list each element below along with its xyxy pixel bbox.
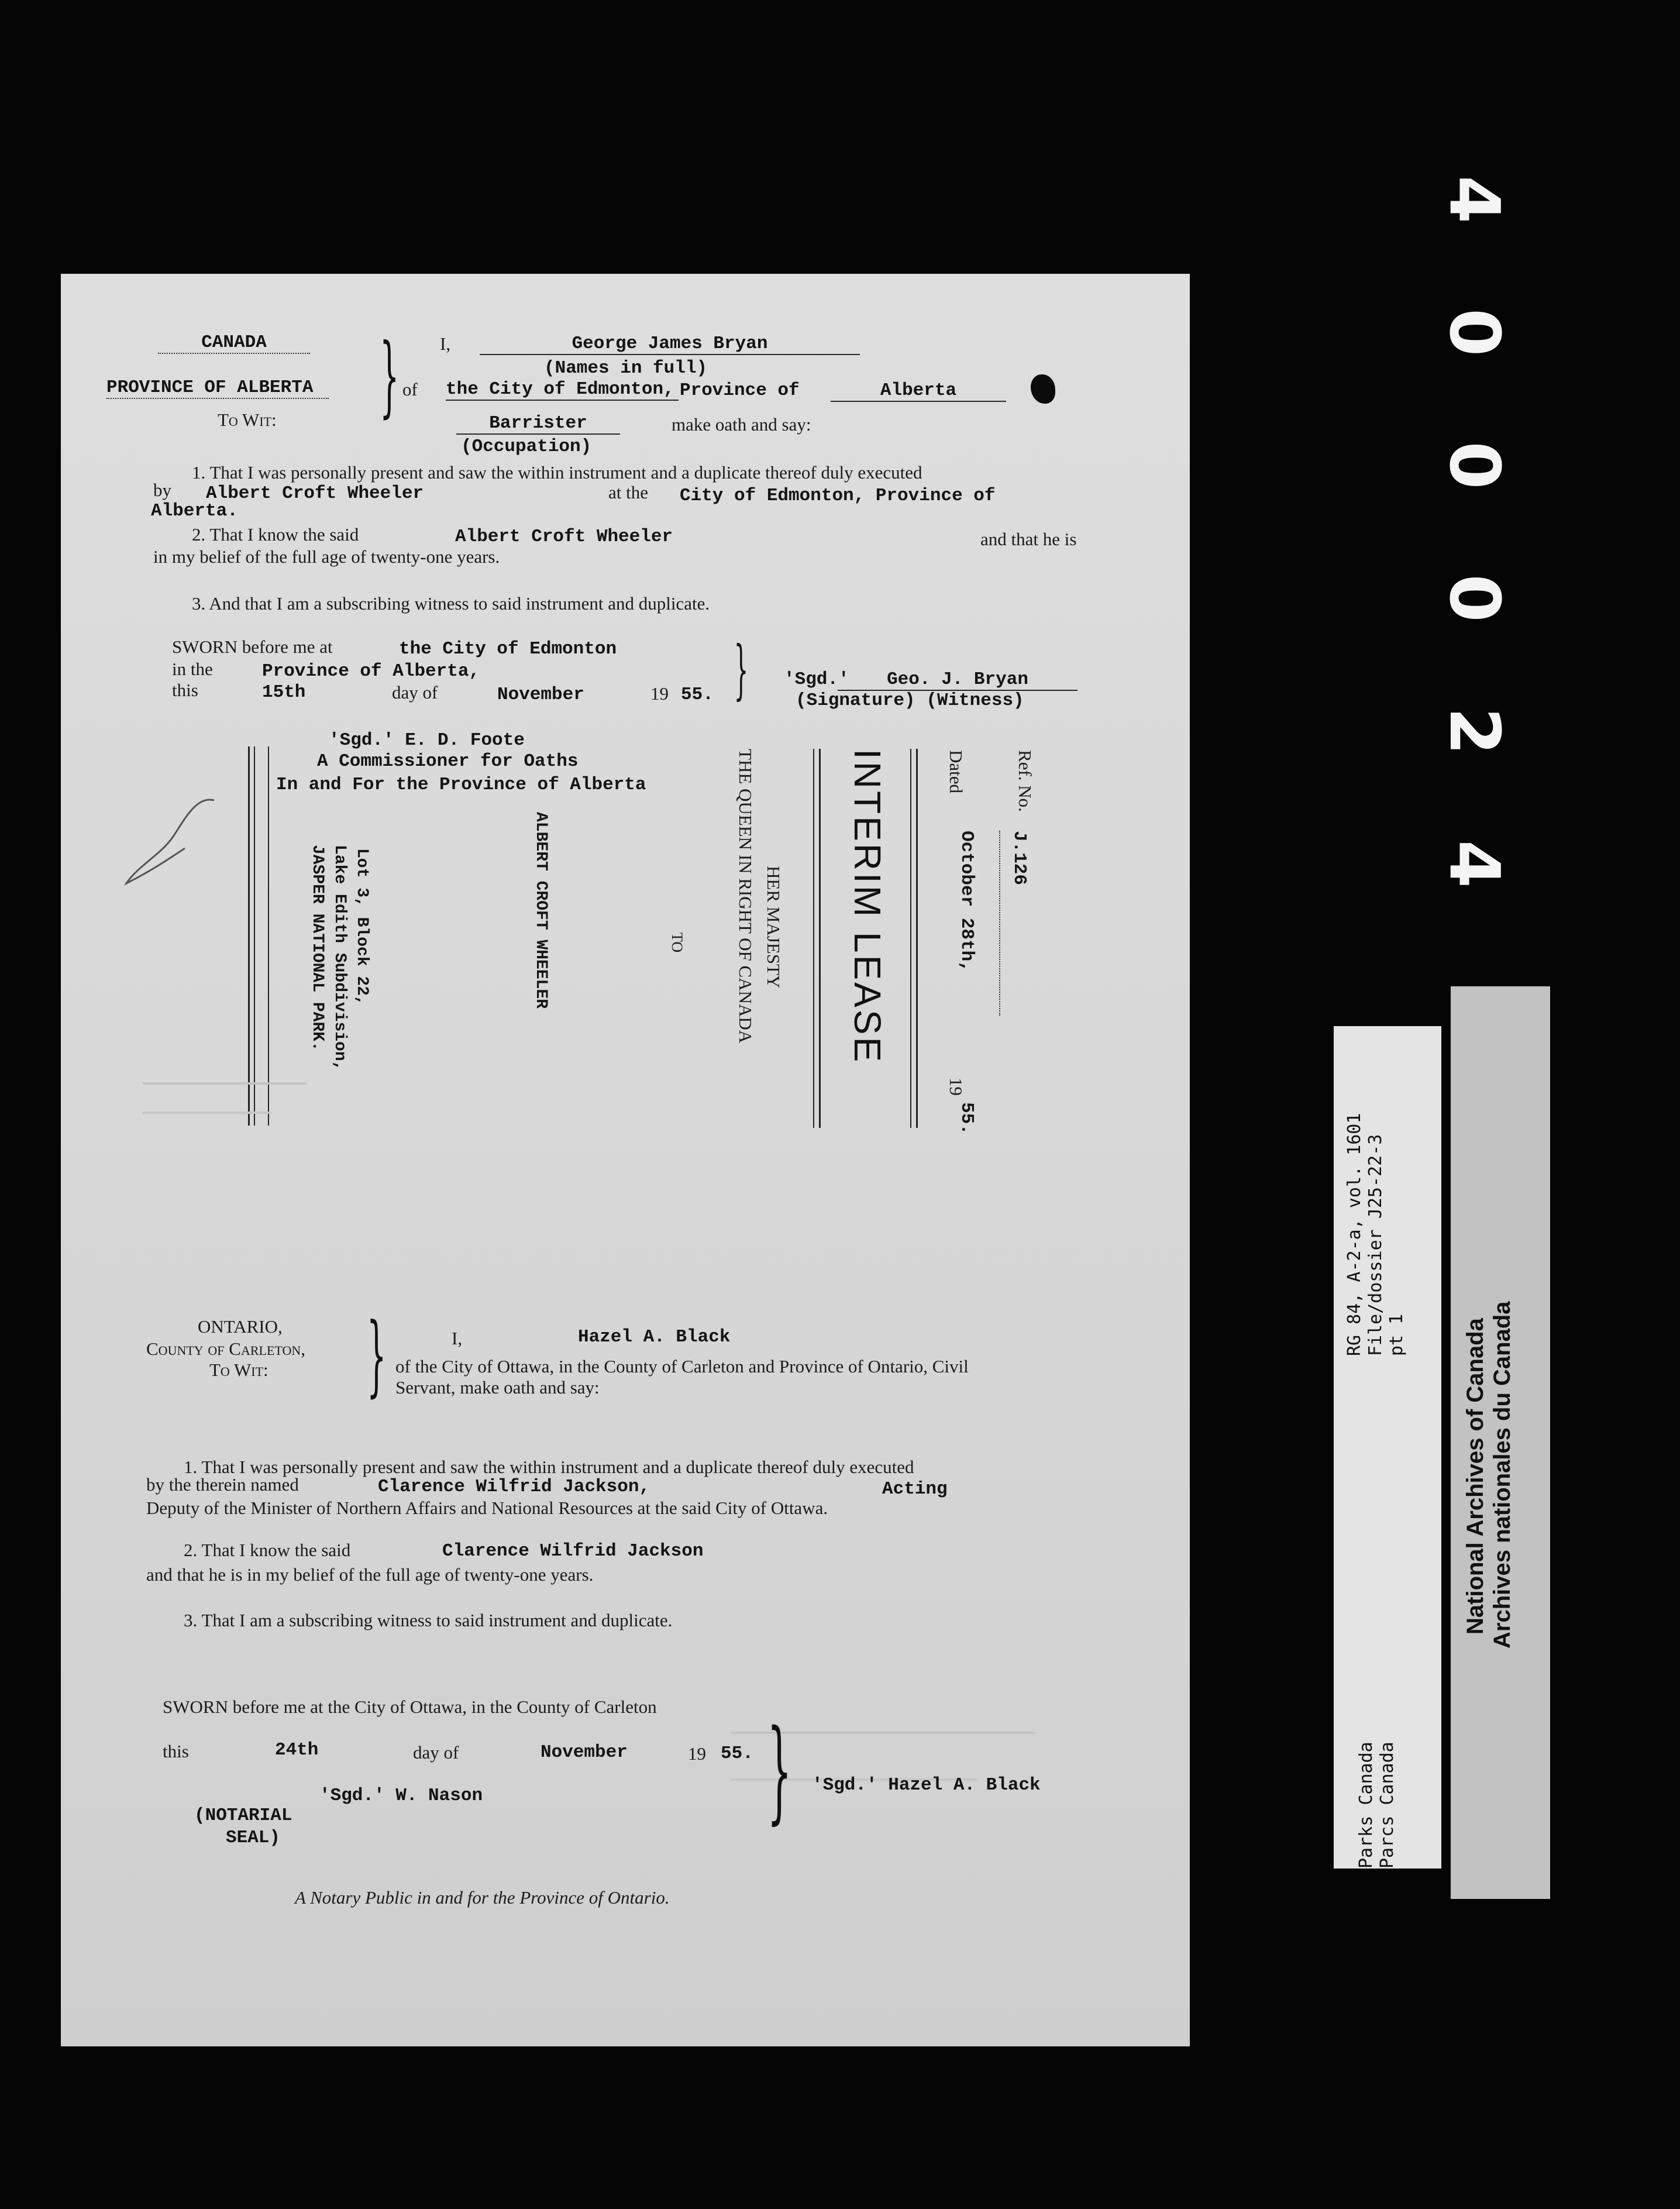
oath1-sig-name: Geo. J. Bryan	[838, 669, 1077, 691]
her-majesty: HER MAJESTY	[763, 866, 784, 989]
lot-l3: JASPER NATIONAL PARK.	[308, 845, 326, 1051]
dated-value: October 28th,	[956, 831, 977, 972]
oath2-p1a: 1. That I was personally present and saw the within instrument and a duplicate thereof duly executed	[184, 1457, 914, 1477]
oath2-seal-l2: SEAL)	[226, 1828, 281, 1848]
oath1-sworn-place: the City of Edmonton	[399, 639, 617, 659]
oath1-province: Alberta	[831, 380, 1006, 402]
oath2-witness-sig: 'Sgd.' Hazel A. Black	[812, 1775, 1041, 1795]
oath2-day: 24th	[275, 1740, 319, 1760]
oath1-in-the: in the	[172, 659, 213, 679]
brace-4: }	[767, 1706, 792, 1835]
ref-dots	[999, 831, 1001, 1016]
oath2-notary-sig: 'Sgd.' W. Nason	[319, 1785, 483, 1806]
bleed-through-2	[143, 1112, 271, 1114]
rule-mid-2	[819, 749, 821, 1128]
rule-mid-1	[813, 749, 814, 1128]
brace-2: }	[734, 632, 749, 707]
oath1-p1-place: City of Edmonton, Province of	[680, 486, 996, 506]
queen-in-right: THE QUEEN IN RIGHT OF CANADA	[735, 749, 756, 1044]
oath2-notary-caption: A Notary Public in and for the Province of Ontario.	[295, 1887, 670, 1908]
bleed-through-1	[143, 1082, 307, 1085]
frame-number: 4 0 0 0 2 4	[1434, 176, 1515, 919]
oath1-sworn-province: Province of Alberta,	[262, 661, 480, 682]
lot-l1: Lot 3, Block 22,	[353, 848, 371, 1006]
header-canada: CANADA	[158, 332, 310, 354]
to-word: TO	[669, 933, 686, 953]
oath2-county: County of Carleton,	[146, 1339, 305, 1359]
oath2-year: 55.	[721, 1743, 753, 1764]
oath2-to-wit: To Wit:	[209, 1360, 268, 1380]
lot-l2: Lake Edith Subdivision,	[331, 845, 349, 1071]
oath1-sworn: SWORN before me at	[172, 636, 333, 657]
oath1-this: this	[172, 680, 198, 700]
parks-canada-en: Parks Canada	[1356, 1742, 1376, 1869]
brace-1: }	[380, 325, 400, 427]
oath1-year-prefix: 19	[650, 683, 669, 704]
oath1-p1-place2: Alberta.	[151, 501, 238, 521]
oath1-name: George James Bryan	[480, 333, 860, 355]
oath1-i: I,	[440, 333, 451, 354]
oath2-p1b: by the therein named	[146, 1474, 299, 1495]
oath2-p1-acting: Acting	[882, 1479, 948, 1499]
oath1-p2c: in my belief of the full age of twenty-one years.	[153, 546, 500, 567]
oath2-p2b: and that he is in my belief of the full age of twenty-one years.	[146, 1564, 594, 1585]
nac-en: National Archives of Canada	[1462, 1318, 1488, 1635]
oath1-sig-prefix: 'Sgd.'	[784, 669, 849, 690]
header-to-wit: To Wit:	[218, 410, 277, 430]
oath1-p2-name: Albert Croft Wheeler	[455, 527, 673, 547]
oath2-p2-name: Clarence Wilfrid Jackson	[442, 1541, 704, 1561]
oath1-make-oath: make oath and say:	[672, 414, 811, 435]
commissioner-sig: 'Sgd.' E. D. Foote	[329, 730, 525, 751]
commissioner-l2: In and For the Province of Alberta	[276, 775, 646, 795]
dated-label: Dated	[946, 750, 966, 794]
ref-label: Ref. No.	[1015, 750, 1035, 812]
oath2-p3: 3. That I am a subscribing witness to said instrument and duplicate.	[184, 1610, 673, 1630]
brace-3: }	[367, 1305, 387, 1406]
oath1-p1-by: by	[153, 480, 171, 500]
oath2-i: I,	[452, 1328, 463, 1348]
lessee-name: ALBERT CROFT WHEELER	[532, 812, 550, 1009]
oath1-p3: 3. And that I am a subscribing witness to said instrument and duplicate.	[192, 593, 710, 614]
oath2-day-of: day of	[413, 1742, 459, 1763]
nac-fr: Archives nationales du Canada	[1489, 1301, 1515, 1649]
commissioner-l1: A Commissioner for Oaths	[317, 751, 579, 772]
oath1-occupation-caption: (Occupation)	[461, 436, 592, 457]
oath1-place: the City of Edmonton,	[446, 379, 679, 401]
oath1-p2a: 2. That I know the said	[192, 524, 359, 545]
oath1-day-of: day of	[392, 682, 438, 703]
oath1-p2b: and that he is	[980, 529, 1077, 549]
rule-right-1	[910, 749, 911, 1128]
pen-scribble	[115, 784, 232, 895]
dated-year-prefix: 19	[946, 1078, 966, 1096]
oath2-l1: of the City of Ottawa, in the County of Carleton and Province of Ontario, Civil	[395, 1356, 969, 1377]
oath1-sig-caption: (Signature) (Witness)	[796, 690, 1024, 711]
oath2-p1c: Deputy of the Minister of Northern Affairs and National Resources at the said City of Ottawa.	[146, 1498, 828, 1518]
archive-ref-l3: pt 1	[1386, 1313, 1407, 1356]
header-province: PROVINCE OF ALBERTA	[106, 377, 329, 399]
oath1-of: of	[402, 379, 418, 400]
oath2-l2: Servant, make oath and say:	[395, 1377, 600, 1398]
rule-left-3	[268, 746, 269, 1126]
oath2-seal-l1: (NOTARIAL	[194, 1805, 292, 1826]
archive-ref-l1: RG 84, A-2-a, vol. 1601	[1344, 1113, 1365, 1356]
oath1-p1a: 1. That I was personally present and saw the within instrument and a duplicate thereof duly executed	[192, 462, 922, 483]
oath1-p1-name: Albert Croft Wheeler	[206, 483, 424, 504]
oath1-day: 15th	[262, 682, 306, 703]
rule-right-2	[916, 749, 918, 1128]
oath2-sworn: SWORN before me at the City of Ottawa, in the County of Carleton	[163, 1697, 657, 1717]
oath1-names-caption: (Names in full)	[544, 358, 708, 379]
oath2-p2a: 2. That I know the said	[184, 1540, 351, 1560]
oath2-year-prefix: 19	[688, 1743, 706, 1764]
rule-left-1	[248, 746, 250, 1126]
dated-year: 55.	[956, 1102, 977, 1135]
parks-canada-fr: Parcs Canada	[1377, 1742, 1397, 1869]
oath1-p1-at: at the	[608, 482, 648, 503]
archive-ref-l2: File/dossier J25-22-3	[1365, 1134, 1386, 1356]
lease-title: INTERIM LEASE	[846, 749, 889, 1065]
oath2-month: November	[541, 1742, 628, 1763]
rule-left-2	[254, 746, 255, 1126]
oath1-year: 55.	[681, 684, 714, 705]
oath2-name: Hazel A. Black	[578, 1327, 731, 1347]
oath2-ontario: ONTARIO,	[198, 1316, 283, 1337]
oath1-occupation: Barrister	[456, 413, 620, 435]
oath1-month: November	[497, 684, 584, 705]
oath2-p1-name: Clarence Wilfrid Jackson,	[378, 1477, 650, 1497]
ref-value: J.126	[1009, 831, 1030, 886]
oath2-this: this	[163, 1741, 189, 1761]
oath1-province-of: Province of	[680, 380, 800, 401]
